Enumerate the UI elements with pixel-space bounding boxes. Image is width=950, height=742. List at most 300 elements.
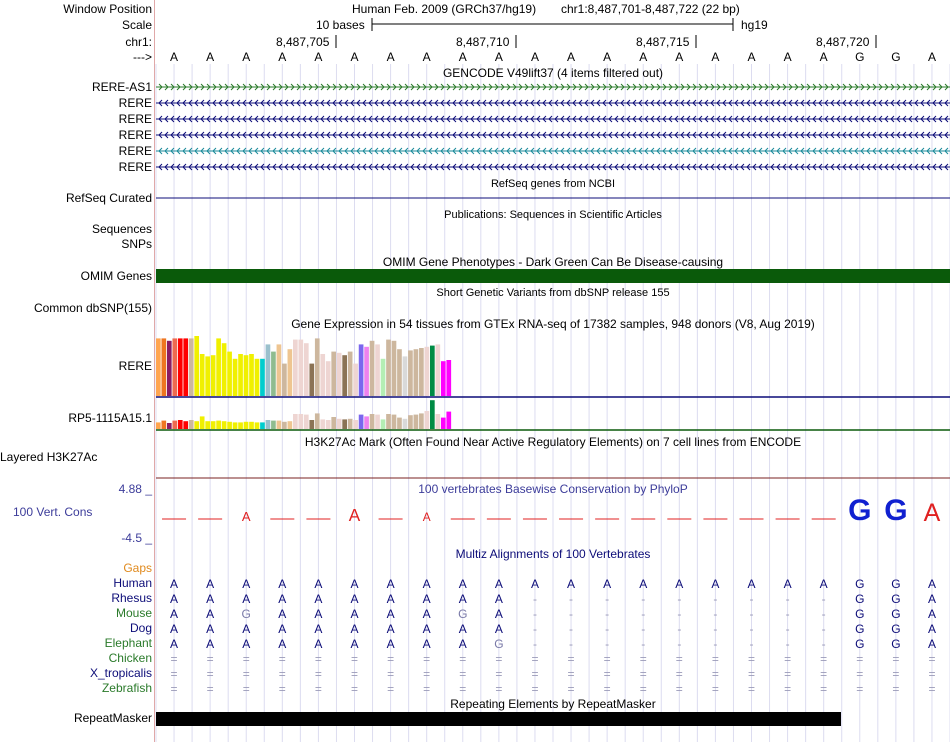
alignment-base: - [569,592,574,606]
gtex-bar [200,354,205,396]
alignment-base: A [927,637,936,651]
alignment-base: A [675,577,684,591]
alignment-base: = [820,652,828,666]
alignment-base: G [855,637,865,651]
alignment-base: G [855,607,865,621]
alignment-base: A [206,622,215,636]
alignment-base: = [314,652,322,666]
alignment-base: A [170,577,179,591]
alignment-base: - [677,607,682,621]
alignment-base: - [605,637,610,651]
gtex-bar [288,349,293,396]
base-letter: A [639,50,648,64]
multiz-species-label[interactable]: Rhesus [111,591,152,605]
base-letter: A [530,50,539,64]
alignment-base: A [422,592,431,606]
alignment-base: - [677,637,682,651]
multiz-species-label[interactable]: Human [113,576,152,590]
alignment-base: A [170,622,179,636]
gtex-bar [255,422,260,429]
alignment-base: A [494,622,503,636]
alignment-base: A [314,622,323,636]
alignment-base: - [749,622,754,636]
alignment-base: G [241,607,251,621]
phylop-base-logo: A [422,510,431,524]
gencode-item-label[interactable]: RERE [118,128,152,142]
alignment-base: - [605,607,610,621]
alignment-base: A [927,622,936,636]
gtex-bar [337,419,342,429]
gtex-bar [392,341,397,396]
gtex-bar [304,415,309,429]
alignment-base: - [641,592,646,606]
alignment-base: = [820,667,828,681]
alignment-base: A [386,577,395,591]
gtex-bar [364,416,369,429]
alignment-base: = [278,652,286,666]
alignment-base: A [350,592,359,606]
alignment-base: - [713,622,718,636]
alignment-base: = [639,652,647,666]
alignment-base: A [386,637,395,651]
phylop-base-logo: A [348,505,361,525]
multiz-species-label[interactable]: Mouse [115,606,152,620]
alignment-base: = [892,667,900,681]
gtex-bar [282,422,287,429]
gtex-bar [227,422,232,429]
alignment-base: - [677,622,682,636]
alignment-base: = [784,667,792,681]
alignment-base: A [314,592,323,606]
alignment-base: - [713,637,718,651]
base-letter: G [855,50,865,64]
alignment-base: = [423,667,431,681]
gtex-bar [255,359,260,396]
alignment-base: - [569,622,574,636]
gencode-item-label[interactable]: RERE [118,160,152,174]
strand-label: ---> [133,50,152,64]
alignment-base: - [821,592,826,606]
gtex-bar [178,420,183,429]
alignment-base: - [821,622,826,636]
gtex-bar [260,422,265,429]
alignment-base: - [785,622,790,636]
multiz-species-label[interactable]: Zebrafish [101,681,152,695]
omim-bar [156,269,950,283]
base-letter: A [206,50,215,64]
alignment-base: A [170,592,179,606]
gtex-bar [353,420,358,429]
gtex-bar [342,419,347,429]
alignment-base: = [603,667,611,681]
gtex-bar [414,349,419,396]
alignment-base: A [350,607,359,621]
alignment-base: - [641,637,646,651]
gtex-bar [293,414,298,429]
gtex-bar [370,341,375,396]
alignment-base: = [459,667,467,681]
phylop-base-logo: G [884,494,908,527]
alignment-base: A [422,637,431,651]
alignment-base: A [206,577,215,591]
alignment-base: = [639,682,647,696]
gtex-bar [419,413,424,429]
gtex-bar [386,414,391,429]
gtex-bar [386,340,391,396]
coord-tick-label: 8,487,710 [456,35,510,49]
alignment-base: A [927,577,936,591]
gtex-bar [211,355,216,396]
gtex-bar [205,421,210,429]
alignment-base: A [494,592,503,606]
alignment-base: = [170,667,178,681]
gtex-bar [194,421,199,429]
gtex-bar [282,364,287,396]
phylop-base-logo: A [923,499,941,527]
alignment-base: A [278,622,287,636]
gtex-bar [397,349,402,396]
gtex-bar [446,360,451,396]
alignment-base: = [892,682,900,696]
alignment-base: A [386,592,395,606]
alignment-base: = [278,682,286,696]
gtex-bar [441,418,446,429]
repeatmasker-track-title[interactable]: Repeating Elements by RepeatMasker [450,697,656,711]
gtex-bar [326,361,331,396]
refseq-label[interactable]: RefSeq Curated [65,191,152,205]
gtex-bar [216,338,221,396]
alignment-base: A [747,577,756,591]
alignment-base: = [350,652,359,666]
alignment-base: = [711,652,719,666]
alignment-base: = [711,667,719,681]
alignment-base: A [314,577,323,591]
alignment-base: = [928,652,936,666]
alignment-base: - [677,592,682,606]
alignment-base: = [242,652,250,666]
scale-bar-text: 10 bases [316,18,365,32]
alignment-base: = [856,652,864,666]
alignment-base: = [495,682,503,696]
gtex-bar [288,421,293,429]
gtex-track-title[interactable]: Gene Expression in 54 tissues from GTEx RNA-seq of 17382 samples, 948 donors (V8, Aug 2019) [291,317,815,331]
gtex-bar [260,359,265,396]
phylop-base-logo: A [241,509,251,524]
alignment-base: - [641,607,646,621]
gencode-item-label[interactable]: RERE [118,112,152,126]
gtex-bar [403,419,408,429]
gtex-bar [200,416,205,429]
dbsnp-track-title[interactable]: Short Genetic Variants from dbSNP release 155 [436,287,670,299]
alignment-base: = [675,652,683,666]
gencode-item-label[interactable]: RERE [118,144,152,158]
gtex-bar [298,340,303,396]
alignment-base: A [242,577,251,591]
gtex-bar [408,415,413,429]
gencode-item-label[interactable]: RERE [118,96,152,110]
alignment-base: = [423,652,431,666]
gtex-bar [211,421,216,429]
alignment-base: = [170,682,178,696]
gtex-bar [320,419,325,429]
gtex-bar [425,411,430,429]
gtex-bar [320,354,325,396]
gtex-bar [167,423,172,429]
gtex-bar [189,338,194,396]
gtex-bar [172,338,177,396]
base-letter: A [494,50,503,64]
gtex-bar [435,344,440,396]
multiz-gaps-label: Gaps [123,561,152,575]
gtex-bar [249,422,254,429]
base-letter: A [747,50,756,64]
alignment-base: = [928,682,936,696]
alignment-base: G [855,592,865,606]
alignment-base: = [387,652,395,666]
alignment-base: = [711,682,719,696]
multiz-species-label[interactable]: Dog [129,621,152,635]
alignment-base: A [567,577,576,591]
alignment-base: = [170,652,178,666]
gencode-item-label[interactable]: RERE-AS1 [91,80,152,94]
alignment-base: = [747,652,756,666]
alignment-base: G [891,592,901,606]
alignment-base: - [785,592,790,606]
alignment-base: = [892,652,900,666]
base-letter: A [819,50,828,64]
gtex-bar [189,420,194,429]
alignment-base: = [206,667,214,681]
alignment-base: - [641,622,646,636]
gtex-bar [271,352,276,396]
gtex-gene-label[interactable]: RP5-1115A15.1 [68,411,152,425]
base-letter: A [675,50,684,64]
gtex-bar [337,353,342,396]
gtex-gene-label[interactable]: RERE [118,359,152,373]
alignment-base: - [713,592,718,606]
gtex-bar [430,346,435,396]
gtex-bar [326,420,331,429]
alignment-base: A [927,607,936,621]
alignment-base: A [350,637,359,651]
h3k27ac-track-title[interactable]: H3K27Ac Mark (Often Found Near Active Regulatory Elements) on 7 cell lines from ENCODE [304,435,802,449]
gtex-bar [222,421,227,429]
phylop-label[interactable]: 100 Vert. Cons [13,505,93,519]
gtex-bar [238,354,243,396]
alignment-base: - [821,607,826,621]
alignment-base: A [494,577,503,591]
alignment-base: = [531,667,539,681]
alignment-base: A [494,607,503,621]
gtex-bar [178,338,183,396]
alignment-base: = [350,667,359,681]
alignment-base: = [567,652,575,666]
alignment-base: A [458,592,467,606]
gtex-bar [309,364,314,396]
base-letter: A [783,50,792,64]
alignment-base: = [459,652,467,666]
gtex-bar [183,421,188,429]
phylop-max-label: 4.88 _ [118,482,152,496]
alignment-base: A [458,577,467,591]
alignment-base: = [242,682,250,696]
alignment-base: = [567,667,575,681]
gtex-bar [244,422,249,429]
alignment-base: - [749,607,754,621]
scale-db-label: hg19 [741,18,768,32]
alignment-base: = [206,682,214,696]
alignment-base: = [820,682,828,696]
gtex-bar [342,355,347,396]
gtex-bar [331,352,336,396]
gtex-bar [216,421,221,429]
repeatmasker-label[interactable]: RepeatMasker [73,711,152,725]
base-letter: A [278,50,287,64]
alignment-base: = [387,667,395,681]
alignment-base: G [855,622,865,636]
base-letter: A [386,50,395,64]
base-letter: A [350,50,359,64]
gtex-bar [167,341,172,396]
refseq-track-title[interactable]: RefSeq genes from NCBI [490,178,616,190]
multiz-species-label[interactable]: X_tropicalis [89,666,152,680]
multiz-track-title[interactable]: Multiz Alignments of 100 Vertebrates [455,547,651,561]
gtex-bar [419,348,424,396]
gtex-bar [364,347,369,396]
gtex-bar [172,421,177,429]
alignment-base: A [819,577,828,591]
base-letter: A [242,50,251,64]
gtex-bar [227,352,232,396]
h3k27ac-label[interactable]: Layered H3K27Ac [0,450,98,464]
alignment-base: = [784,652,792,666]
alignment-base: = [423,682,431,696]
gtex-bar [446,412,451,429]
publications-snps-label[interactable]: SNPs [121,237,152,251]
alignment-base: G [494,637,504,651]
alignment-base: A [278,592,287,606]
base-letter: A [422,50,431,64]
alignment-base: A [530,577,539,591]
omim-track-title[interactable]: OMIM Gene Phenotypes - Dark Green Can Be Disease-causing [382,255,724,269]
alignment-base: = [603,682,611,696]
gtex-bar [309,420,314,429]
alignment-base: - [821,637,826,651]
phylop-min-label: -4.5 _ [121,531,152,545]
alignment-base: A [242,622,251,636]
gtex-bar [435,414,440,429]
alignment-base: A [170,637,179,651]
alignment-base: A [458,622,467,636]
alignment-base: = [747,667,756,681]
alignment-base: - [569,637,574,651]
alignment-base: - [532,622,537,636]
gtex-bar [304,343,309,396]
alignment-base: = [928,667,936,681]
gtex-bar [370,414,375,429]
gtex-bar [403,356,408,396]
alignment-base: = [856,682,864,696]
alignment-base: A [783,577,792,591]
alignment-base: = [242,667,250,681]
alignment-base: A [206,592,215,606]
gtex-bar [375,415,380,429]
base-letter: A [567,50,576,64]
gtex-bar [293,340,298,396]
window-position-label: Window Position [63,2,152,16]
alignment-base: - [532,637,537,651]
gtex-bar [414,415,419,429]
alignment-base: - [785,607,790,621]
alignment-base: G [458,607,468,621]
chrom-label: chr1: [125,35,152,49]
alignment-base: - [749,637,754,651]
alignment-base: A [170,607,179,621]
alignment-base: = [639,667,647,681]
gtex-bar [233,359,238,396]
coord-tick-label: 8,487,715 [636,35,690,49]
position-readout[interactable]: chr1:8,487,701-8,487,722 (22 bp) [561,2,740,16]
alignment-base: - [605,592,610,606]
alignment-base: A [242,637,251,651]
gtex-bar [161,421,166,429]
multiz-species-label[interactable]: Elephant [104,636,152,650]
coord-tick-label: 8,487,720 [816,35,870,49]
gtex-bar [392,415,397,429]
gtex-bar [194,336,199,396]
dbsnp-label[interactable]: Common dbSNP(155) [33,301,152,315]
alignment-base: A [314,637,323,651]
alignment-base: A [350,577,359,591]
alignment-base: - [605,622,610,636]
phylop-track-title[interactable]: 100 vertebrates Basewise Conservation by PhyloP [418,482,688,496]
multiz-species-label[interactable]: Chicken [108,651,152,665]
gtex-bar [271,421,276,429]
gtex-bar [353,364,358,396]
gtex-bar [375,344,380,396]
gtex-bar [408,350,413,396]
gtex-bar [359,344,364,396]
gtex-bar [331,417,336,429]
alignment-base: = [856,667,864,681]
gtex-bar [222,343,227,396]
alignment-base: - [569,607,574,621]
gencode-track-title[interactable]: GENCODE V49lift37 (4 items filtered out) [442,66,664,80]
alignment-base: G [855,577,865,591]
alignment-base: A [242,592,251,606]
alignment-base: A [711,577,720,591]
alignment-base: = [675,667,683,681]
gtex-bar [315,338,320,396]
gtex-bar [381,359,386,396]
alignment-base: = [603,652,611,666]
publications-track-title[interactable]: Publications: Sequences in Scientific Articles [444,209,662,221]
alignment-base: = [747,682,756,696]
base-letter: A [711,50,720,64]
alignment-base: A [350,622,359,636]
base-letter: G [891,50,901,64]
publications-sequences-label[interactable]: Sequences [91,222,152,236]
alignment-base: - [532,592,537,606]
alignment-base: = [278,667,286,681]
gtex-bar [277,344,282,396]
alignment-base: - [532,607,537,621]
alignment-base: = [675,682,683,696]
gtex-bar [441,361,446,396]
omim-label[interactable]: OMIM Genes [80,269,152,283]
gtex-bar [381,419,386,429]
alignment-base: A [422,607,431,621]
